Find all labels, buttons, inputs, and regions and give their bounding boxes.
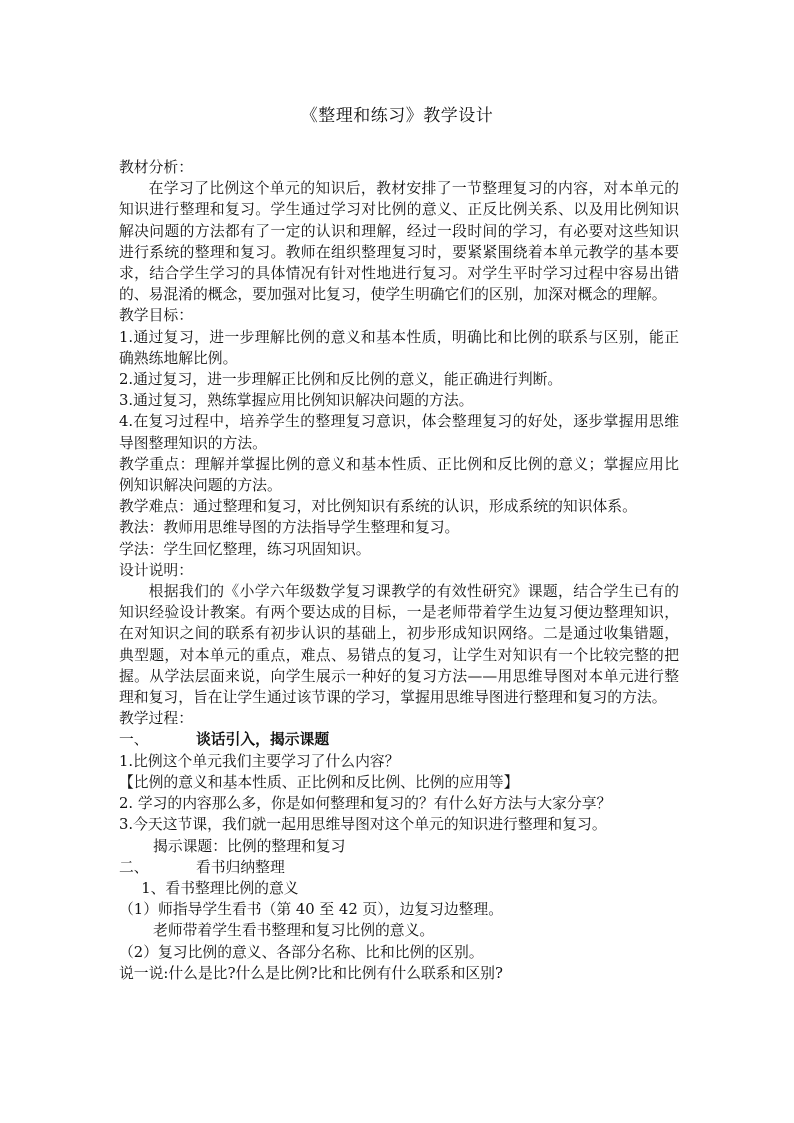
objective-item-3: 3.通过复习，熟练掌握应用比例知识解决问题的方法。 [119,392,474,410]
step-1-note: 老师带着学生看书整理和复习比例的意义。 [153,922,435,940]
step-1: （1）师指导学生看书（第 40 至 42 页），边复习边整理。 [119,901,504,919]
objective-item-1: 1.通过复习，进一步理解比例的意义和基本性质，明确比和比例的联系与区别，能正确熟练地解比例。 [119,328,679,367]
step-2: （2）复习比例的意义、各部分名称、比和比例的区别。 [119,943,484,961]
teaching-method: 教法：教师用思维导图的方法指导学生整理和复习。 [119,519,460,537]
process-heading: 教学过程： [119,710,193,728]
document-body [119,157,679,984]
materials-analysis-body: 在学习了比例这个单元的知识后，教材安排了一节整理复习的内容，对本单元的知识进行整理和复习。学生通过学习对比例的意义、正反比例关系、以及用比例知识解决问题的方法都有了一定的认识和理解，经过一段时间的学习，有必要对这些知识进行系统的整理和复习。教师在组织整理复习时，要紧紧围绕着本单元教学的基本要求，结合学生学习的具体情况有针对性地进行复习。对学生平时学习过程中容易出错的、易混淆的概念，要加强对比复习，使学生明确它们的区别，加深对概念的理解。 [119,180,679,304]
subsection-1: 1、看书整理比例的意义 [141,879,299,897]
question-3: 3.今天这节课，我们就一起用思维导图对这个单元的知识进行整理和复习。 [119,816,607,834]
talk-prompt: 说一说:什么是比?什么是比例?比和比例有什么联系和区别? [119,964,503,982]
key-points: 教学重点：理解并掌握比例的意义和基本性质、正比例和反比例的意义；掌握应用比例知识解决问题的方法。 [119,455,679,495]
section-2-heading [119,857,679,878]
reveal-topic: 揭示课题：比例的整理和复习 [153,837,346,855]
section-1-number: 一、 [119,731,149,749]
answer-1: 【比例的意义和基本性质、正比例和反比例、比例的应用等】 [119,773,519,791]
learning-method: 学法：学生回忆整理，练习巩固知识。 [119,540,371,558]
objective-item-2: 2.通过复习，进一步理解正比例和反比例的意义，能正确进行判断。 [119,371,563,389]
objective-item-4: 4.在复习过程中，培养学生的整理复习意识，体会整理复习的好处，逐步掌握用思维导图整理知识的方法。 [119,413,679,452]
question-2: 2. 学习的内容那么多，你是如何整理和复习的？有什么好方法与大家分享？ [119,795,612,813]
question-1: 1.比例这个单元我们主要学习了什么内容？ [119,752,400,770]
section-1-heading [119,729,679,750]
section-1-title: 谈话引入，揭示课题 [195,731,330,749]
design-notes-body: 根据我们的《小学六年级数学复习课教学的有效性研究》课题，结合学生已有的知识经验设计教案。有两个要达成的目标，一是老师带着学生边复习便边整理知识，在对知识之间的联系有初步认识的基础上，初步形成知识网络。二是通过收集错题，典型题，对本单元的重点，难点、易错点的复习，让学生对知识有一个比较完整的把握。从学法层面来说，向学生展示一种好的复习方法——用思维导图对本单元进行整理和复习，旨在让学生通过该节课的学习，掌握用思维导图进行整理和复习的方法。 [119,583,679,707]
section-2-number: 二、 [119,858,149,876]
document-title: 《整理和练习》教学设计 [300,106,494,126]
section-2-title: 看书归纳整理 [195,858,285,876]
difficulties: 教学难点：通过整理和复习，对比例知识有系统的认识，形成系统的知识体系。 [119,498,637,516]
materials-analysis-heading: 教材分析： [119,159,193,176]
design-notes-heading: 设计说明： [119,561,193,579]
objectives-heading: 教学目标： [119,307,193,325]
